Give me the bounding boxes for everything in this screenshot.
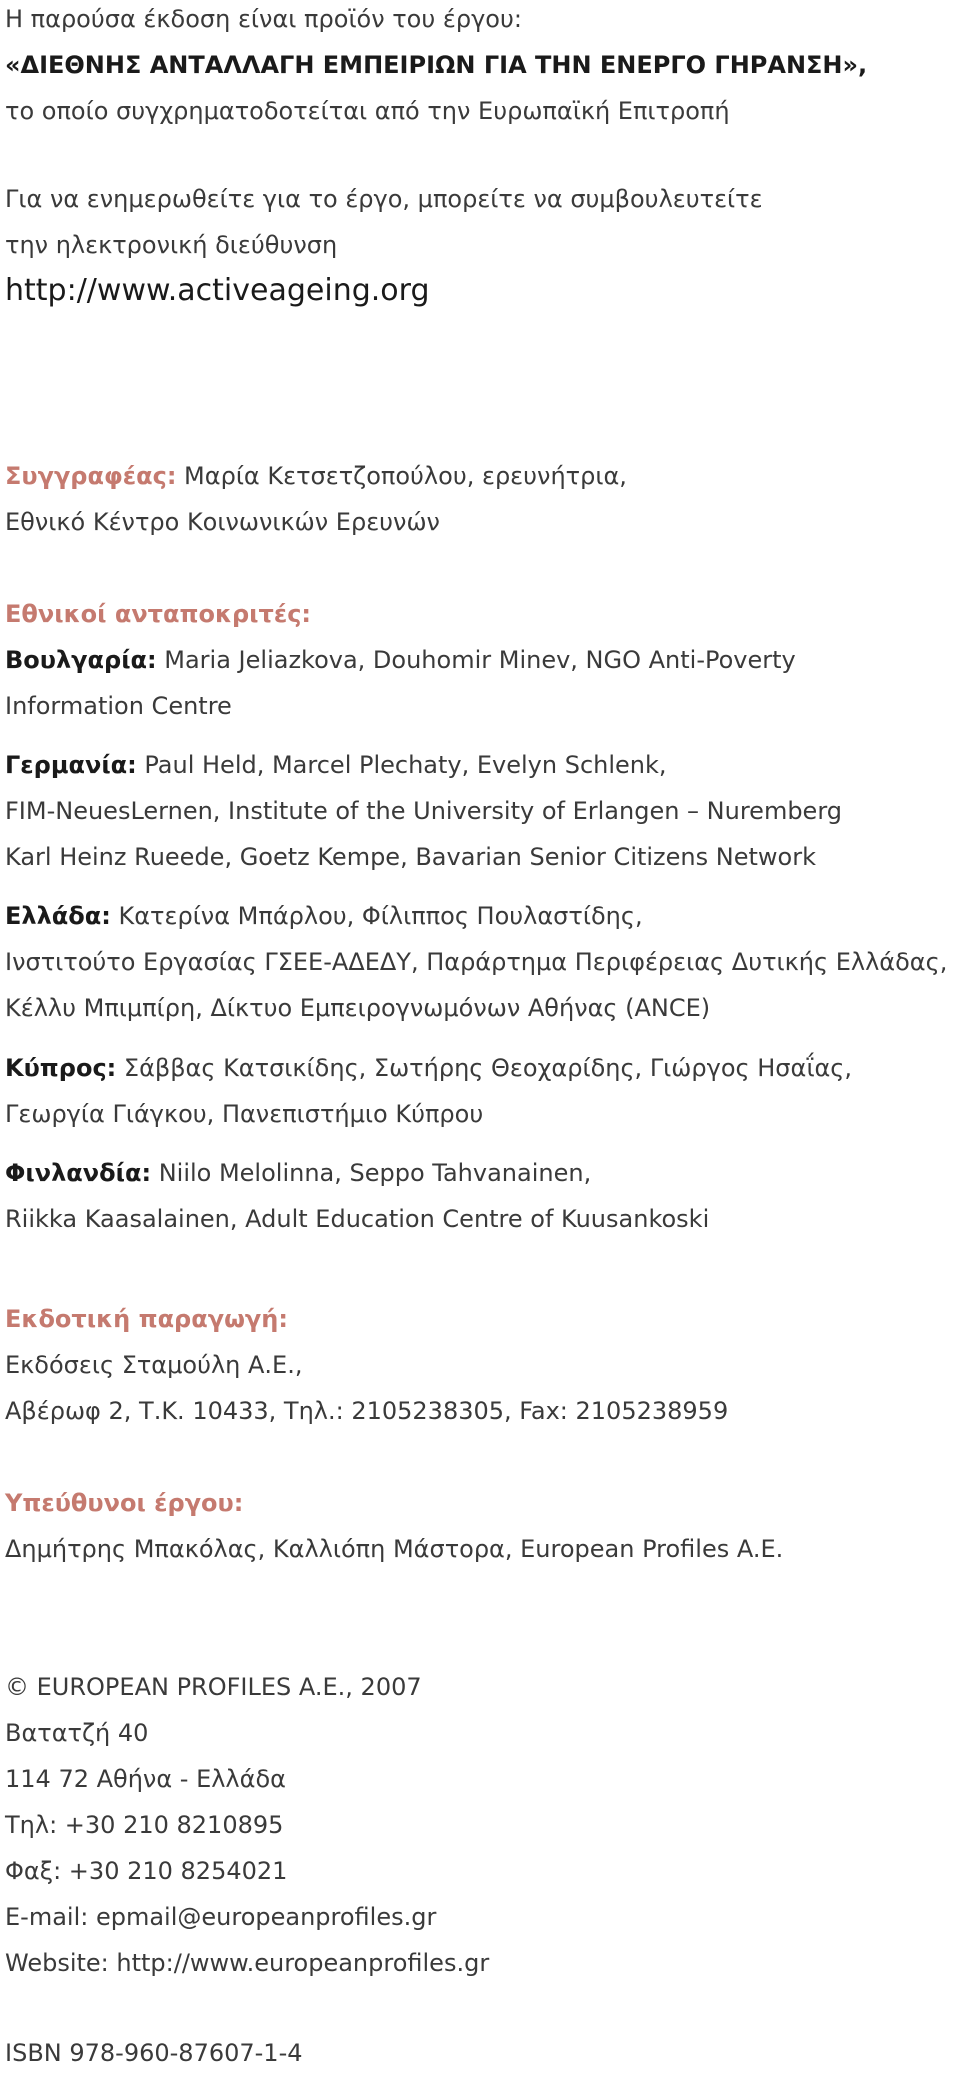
info-section <box>5 176 955 314</box>
correspondents-section <box>5 591 955 637</box>
correspondent-line: Σάββας Κατσικίδης, Σωτήρης Θεοχαρίδης, Γιώργος Ησαΐας, <box>116 1054 852 1082</box>
correspondents-heading: Εθνικοί ανταποκριτές: <box>5 600 312 628</box>
publisher-name: Εκδόσεις Σταμούλη Α.Ε., <box>5 1351 303 1379</box>
contact-street: Βατατζή 40 <box>5 1719 149 1747</box>
project-title: «ΔΙΕΘΝΗΣ ΑΝΤΑΛΛΑΓΗ ΕΜΠΕΙΡΙΩΝ ΓΙΑ ΤΗΝ ΕΝΕΡΓΟ ΓΗΡΑΝΣΗ», <box>5 51 868 79</box>
correspondent-line: Paul Held, Marcel Plechaty, Evelyn Schlenk, <box>136 751 667 779</box>
country-label: Βουλγαρία: <box>5 646 157 674</box>
correspondent-greece <box>5 893 955 1031</box>
contact-fax: Φαξ: +30 210 8254021 <box>5 1857 288 1885</box>
managers-names: Δημήτρης Μπακόλας, Καλλιόπη Μάστορα, European Profiles A.E. <box>5 1535 784 1563</box>
contact-section <box>5 1664 955 1986</box>
correspondent-line: Riikka Kaasalainen, Adult Education Centre of Kuusankoski <box>5 1205 710 1233</box>
country-label: Γερμανία: <box>5 751 137 779</box>
country-label: Φινλανδία: <box>5 1159 152 1187</box>
author-section <box>5 453 955 545</box>
author-name: Μαρία Κετσετζοπούλου, ερευνήτρια, <box>176 462 627 490</box>
managers-section <box>5 1480 955 1572</box>
correspondent-line: FIM-NeuesLernen, Institute of the University of Erlangen – Nuremberg <box>5 797 842 825</box>
production-section <box>5 1296 955 1434</box>
copyright-line: © EUROPEAN PROFILES A.E., 2007 <box>5 1673 422 1701</box>
intro-section <box>5 0 955 134</box>
correspondent-line: Γεωργία Γιάγκου, Πανεπιστήμιο Κύπρου <box>5 1100 484 1128</box>
correspondent-line: Information Centre <box>5 692 232 720</box>
contact-city: 114 72 Αθήνα - Ελλάδα <box>5 1765 286 1793</box>
info-line-1: Για να ενημερωθείτε για το έργο, μπορείτε να συμβουλευτείτε <box>5 185 763 213</box>
info-line-2: την ηλεκτρονική διεύθυνση <box>5 231 338 259</box>
production-heading: Εκδοτική παραγωγή: <box>5 1305 288 1333</box>
correspondent-cyprus <box>5 1045 955 1137</box>
publisher-address: Αβέρωφ 2, Τ.Κ. 10433, Τηλ.: 2105238305, Fax: 2105238959 <box>5 1397 729 1425</box>
correspondent-line: Niilo Melolinna, Seppo Tahvanainen, <box>151 1159 592 1187</box>
correspondent-germany <box>5 742 955 880</box>
intro-line-3: το οποίο συγχρηματοδοτείται από την Ευρωπαϊκή Επιτροπή <box>5 97 730 125</box>
correspondent-line: Κατερίνα Μπάρλου, Φίλιππος Πουλαστίδης, <box>110 902 643 930</box>
correspondent-line: Ινστιτούτο Εργασίας ΓΣΕΕ-ΑΔΕΔΥ, Παράρτημα Περιφέρειας Δυτικής Ελλάδας, <box>5 948 948 976</box>
author-label: Συγγραφέας: <box>5 462 177 490</box>
isbn-section <box>5 2030 955 2076</box>
isbn-number: ISBN 978-960-87607-1-4 <box>5 2039 303 2067</box>
author-affiliation: Εθνικό Κέντρο Κοινωνικών Ερευνών <box>5 508 440 536</box>
contact-phone: Τηλ: +30 210 8210895 <box>5 1811 284 1839</box>
intro-line-1: Η παρούσα έκδοση είναι προϊόν του έργου: <box>5 5 522 33</box>
correspondent-bulgaria <box>5 637 955 729</box>
correspondent-line: Κέλλυ Μπιμπίρη, Δίκτυο Εμπειρογνωμόνων Αθήνας (ANCE) <box>5 994 711 1022</box>
country-label: Ελλάδα: <box>5 902 111 930</box>
contact-website[interactable]: Website: http://www.europeanprofiles.gr <box>5 1949 490 1977</box>
correspondent-finland <box>5 1150 955 1242</box>
project-url-link[interactable]: http://www.activeageing.org <box>5 273 430 308</box>
country-label: Κύπρος: <box>5 1054 117 1082</box>
managers-heading: Υπεύθυνοι έργου: <box>5 1489 244 1517</box>
contact-email[interactable]: E-mail: epmail@europeanprofiles.gr <box>5 1903 437 1931</box>
correspondent-line: Maria Jeliazkova, Douhomir Minev, NGO Anti-Poverty <box>156 646 796 674</box>
correspondent-line: Karl Heinz Rueede, Goetz Kempe, Bavarian Senior Citizens Network <box>5 843 816 871</box>
